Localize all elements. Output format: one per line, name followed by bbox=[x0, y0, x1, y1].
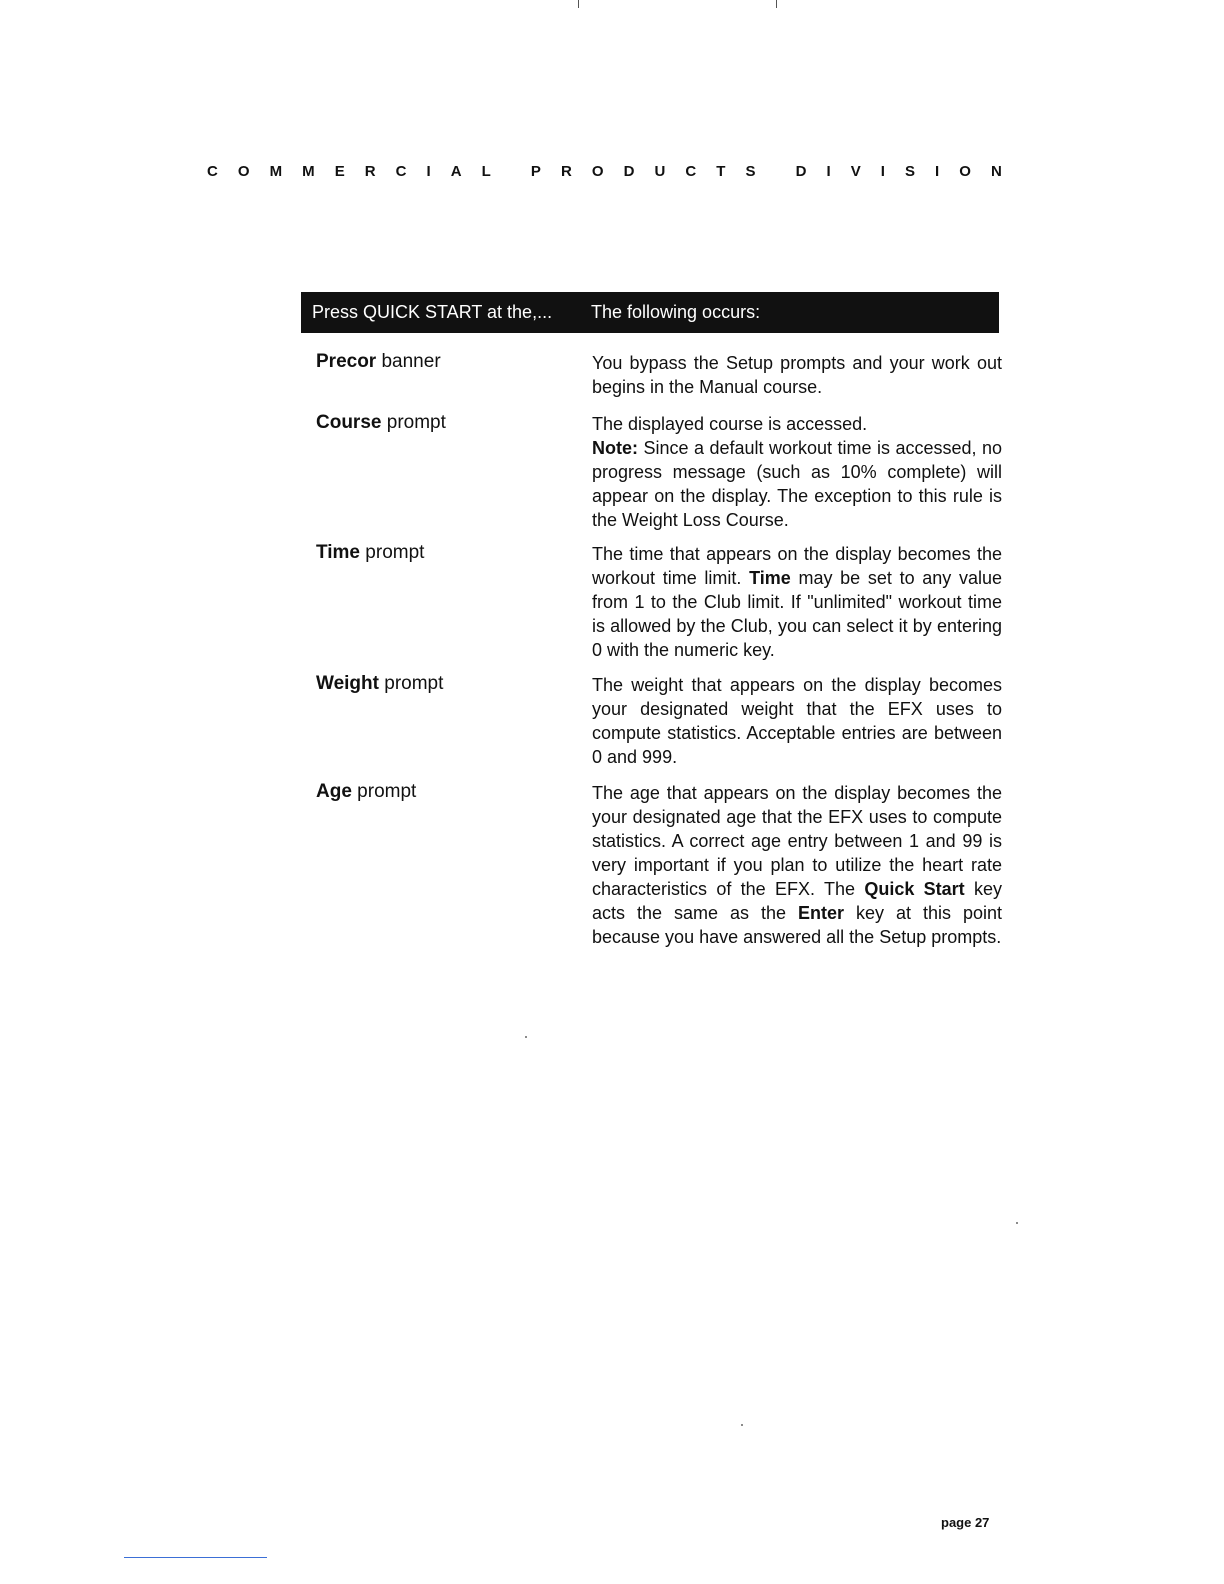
header-letter: U bbox=[654, 162, 666, 180]
description-text: key acts the same as the bbox=[592, 879, 1002, 923]
column-header-result: The following occurs: bbox=[591, 302, 761, 322]
footer-rule bbox=[124, 1557, 267, 1558]
row-term: Course bbox=[316, 412, 382, 433]
header-letter: M bbox=[269, 162, 283, 180]
row-term-suffix: prompt bbox=[360, 542, 425, 563]
description-emphasis: Quick Start bbox=[864, 879, 965, 899]
description-line: The displayed course is accessed. bbox=[592, 414, 868, 434]
header-letter: C bbox=[207, 162, 218, 180]
header-letter: O bbox=[591, 162, 604, 180]
note-text: Since a default workout time is accessed, no progress message (such as 10% complete) will appear on the display. The exception to this rule is the Weight Loss Course. bbox=[592, 438, 1002, 530]
row-label bbox=[316, 351, 441, 373]
header-letter: D bbox=[623, 162, 635, 180]
row-term-suffix: prompt bbox=[351, 781, 417, 802]
note-label: Note: bbox=[592, 438, 638, 458]
row-label bbox=[316, 673, 443, 695]
header-letter: D bbox=[795, 162, 807, 180]
row-term-suffix: prompt bbox=[378, 673, 444, 694]
table-header bbox=[301, 292, 999, 333]
header-letter: A bbox=[450, 162, 462, 180]
header-letter: I bbox=[880, 162, 885, 180]
header-letter: L bbox=[481, 162, 491, 180]
header-letter: M bbox=[302, 162, 315, 180]
header-letter: T bbox=[716, 162, 726, 180]
header-letter: V bbox=[850, 162, 861, 180]
description-text: The age that appears on the display becomes the your designated age that the EFX uses to compute statistics. A correct age entry between 1 and 99 is very important if you plan to utilize the heart rate characteristics of the EFX. The bbox=[592, 783, 1002, 899]
description-text: key at this point because you have answered all the Setup prompts. bbox=[592, 903, 1002, 947]
row-term: Precor bbox=[316, 351, 377, 372]
row-label bbox=[316, 781, 416, 803]
header-letter: O bbox=[237, 162, 250, 180]
row-description: The weight that appears on the display becomes your designated weight that the EFX uses to compute statistics. Acceptable entries are between 0 and 999. bbox=[592, 675, 1002, 767]
header-letter: S bbox=[904, 162, 915, 180]
scan-speck bbox=[741, 1424, 743, 1426]
column-header-action: Press QUICK START at the,... bbox=[312, 302, 553, 322]
header-letter: O bbox=[959, 162, 971, 180]
scan-tick-mark bbox=[578, 0, 579, 8]
description-emphasis: Enter bbox=[797, 903, 844, 923]
scan-tick-mark bbox=[776, 0, 777, 8]
row-label bbox=[316, 542, 424, 564]
division-header bbox=[207, 160, 1002, 182]
description-text: may be set to any value from 1 to the Club limit. If "unlimited" workout time is allowed by the Club, you can select it by entering 0 with the numeric key. bbox=[592, 568, 1003, 660]
row-description bbox=[592, 781, 1002, 949]
row-term: Time bbox=[316, 542, 361, 563]
header-letter: R bbox=[560, 162, 572, 180]
scan-speck bbox=[525, 1036, 527, 1038]
row-description bbox=[592, 542, 1002, 662]
note-paragraph bbox=[592, 436, 1002, 532]
row-term-suffix: banner bbox=[376, 351, 441, 372]
row-description: You bypass the Setup prompts and your work out begins in the Manual course. bbox=[592, 353, 1002, 397]
scan-speck bbox=[1016, 1222, 1018, 1224]
header-letter: N bbox=[990, 162, 1002, 180]
description-text: The time that appears on the display becomes the workout time limit. bbox=[592, 544, 1002, 588]
row-description bbox=[592, 412, 1002, 532]
header-letter: R bbox=[364, 162, 376, 180]
header-letter: E bbox=[334, 162, 345, 180]
header-letter: S bbox=[745, 162, 756, 180]
header-letter: C bbox=[685, 162, 697, 180]
row-term: Age bbox=[316, 781, 352, 802]
header-letter: I bbox=[826, 162, 831, 180]
description-emphasis: Time bbox=[749, 568, 791, 588]
row-label bbox=[316, 412, 446, 434]
header-letter: I bbox=[935, 162, 940, 180]
header-letter: I bbox=[426, 162, 431, 180]
header-letter: P bbox=[530, 162, 541, 180]
row-term: Weight bbox=[316, 673, 379, 694]
page-number: page 27 bbox=[941, 1515, 990, 1530]
row-term-suffix: prompt bbox=[381, 412, 446, 433]
header-letter: C bbox=[395, 162, 407, 180]
